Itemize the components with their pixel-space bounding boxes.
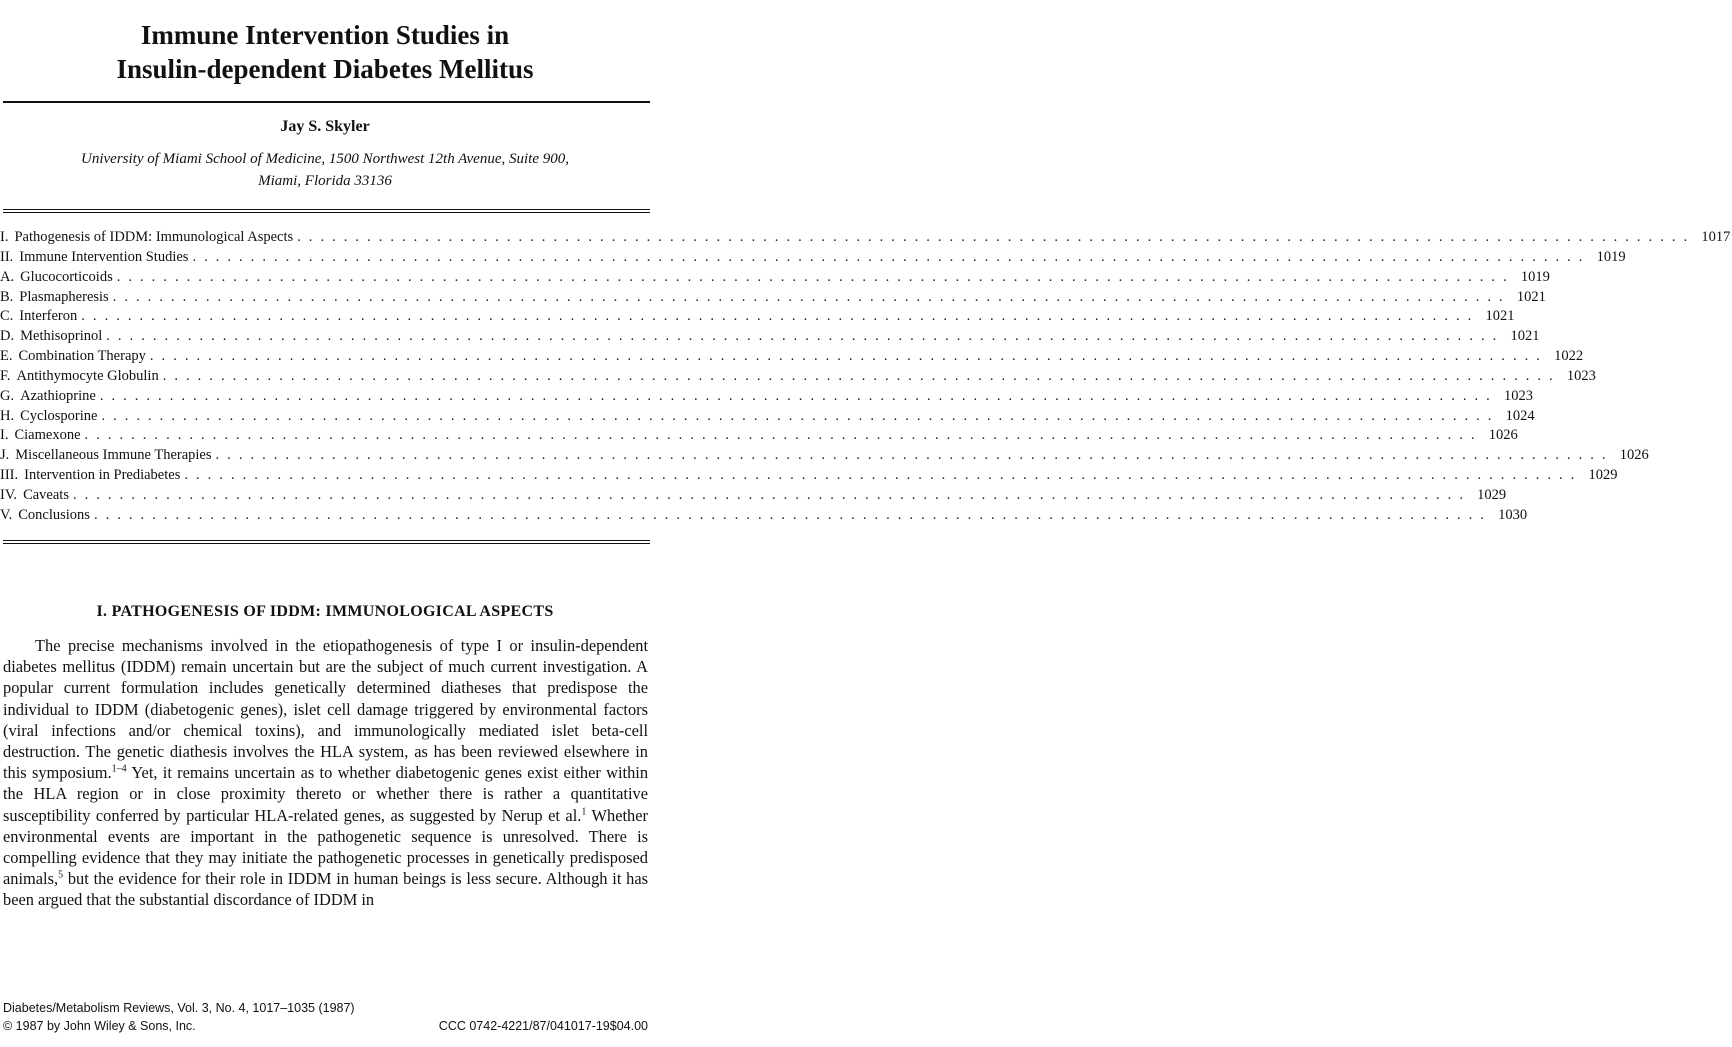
body-text [3,635,648,911]
toc-entry-number: G. [0,387,15,404]
toc-entry-number: I. [0,427,9,444]
affiliation-line-2: Miami, Florida 33136 [258,173,392,189]
toc-entry-number: III. [0,467,19,484]
toc-entry-number: J. [0,447,10,464]
toc-entry-number: F. [0,367,11,384]
toc-entry-label: Methisoprinol [20,328,103,345]
toc-entry-label: Intervention in Prediabetes [24,467,181,484]
toc-leader-dots: . . . . . . . . . . . . . . . . . . . . . . . . . . . . . . . . . . . . . . . . . . . . . . . . . . . . . . . . . . . . . . . . . . . . . . . . . . . . . . . . . . . . . . . . . . . . . . . . . . . . . . . . . . . . . . . . . . . . . . . . [93,506,1487,523]
ccc-code: CCC 0742-4221/87/041017-19$04.00 [438,1019,648,1033]
toc-leader-dots: . . . . . . . . . . . . . . . . . . . . . . . . . . . . . . . . . . . . . . . . . . . . . . . . . . . . . . . . . . . . . . . . . . . . . . . . . . . . . . . . . . . . . . . . . . . . . . . . . . . . . . . . . . . . . . . . . . . . . . . . [116,268,1509,285]
toc-entry-number: D. [0,328,15,345]
toc-leader-dots: . . . . . . . . . . . . . . . . . . . . . . . . . . . . . . . . . . . . . . . . . . . . . . . . . . . . . . . . . . . . . . . . . . . . . . . . . . . . . . . . . . . . . . . . . . . . . . . . . . . . . . . . . . . . . . . . . . . . . . . . [101,407,1494,424]
author-affiliation [0,148,650,192]
toc-entry-label: Caveats [23,486,69,503]
title-line-2: Insulin-dependent Diabetes Mellitus [116,54,534,84]
citation-superscript: 1 [581,806,587,818]
toc-leader-dots: . . . . . . . . . . . . . . . . . . . . . . . . . . . . . . . . . . . . . . . . . . . . . . . . . . . . . . . . . . . . . . . . . . . . . . . . . . . . . . . . . . . . . . . . . . . . . . . . . . . . . . . . . . . . . . . . . . . . . . . . [149,348,1543,365]
toc-entry-page: 1022 [1554,348,1584,365]
body-paragraph [3,635,648,911]
toc-entry-page: 1019 [1596,248,1626,265]
toc-entry [0,447,1649,467]
toc-entry-number: C. [0,308,14,325]
toc-entry-number: II. [0,248,14,265]
toc-entry-label: Antithymocyte Globulin [16,367,159,384]
toc-entry [0,308,1515,328]
body-text-part-3: Whether environmental events are important in the pathogenetic sequence is unresolved. There is compelling evidence that they may initiate the pathogenetic processes in genetically predisposed animals, [3,805,648,889]
affiliation-line-1: University of Miami School of Medicine, 1500 Northwest 12th Avenue, Suite 900, [81,151,569,167]
toc-entry-label: Plasmapheresis [19,288,109,305]
section-heading: I. PATHOGENESIS OF IDDM: IMMUNOLOGICAL ASPECTS [96,603,554,620]
toc-entry-label: Ciamexone [14,427,81,444]
toc-leader-dots: . . . . . . . . . . . . . . . . . . . . . . . . . . . . . . . . . . . . . . . . . . . . . . . . . . . . . . . . . . . . . . . . . . . . . . . . . . . . . . . . . . . . . . . . . . . . . . . . . . . . . . . . . . . . . . . . . . . . . . . . [192,248,1585,265]
body-text-part-1: The precise mechanisms involved in the etiopathogenesis of type I or insulin-dependent diabetes mellitus (IDDM) remain uncertain but are the subject of much current investigation. A popular current formulation includes genetically determined diatheses that predispose the individual to IDDM (diabetogenic genes), islet cell damage triggered by environmental factors (viral infections and/or chemical toxins), and immunologically mediated islet beta-cell destruction. The genetic diathesis involves the HLA system, as has been reviewed elsewhere in this symposium. [3,636,648,783]
toc-leader-dots: . . . . . . . . . . . . . . . . . . . . . . . . . . . . . . . . . . . . . . . . . . . . . . . . . . . . . . . . . . . . . . . . . . . . . . . . . . . . . . . . . . . . . . . . . . . . . . . . . . . . . . . . . . . . . . . . . . . . . . . . [184,467,1577,484]
toc-entry-label: Glucocorticoids [20,268,113,285]
toc-entry [0,367,1596,388]
toc-leader-dots: . . . . . . . . . . . . . . . . . . . . . . . . . . . . . . . . . . . . . . . . . . . . . . . . . . . . . . . . . . . . . . . . . . . . . . . . . . . . . . . . . . . . . . . . . . . . . . . . . . . . . . . . . . . . . . . . . . . . . . . . [162,367,1555,384]
toc-entry [0,486,1507,507]
toc-entry [0,407,1535,428]
body-text-part-4: but the evidence for their role in IDDM in human beings is less secure. Although it has been argued that the substantial discordance of IDDM in [3,869,648,910]
toc-entry-page: 1024 [1505,407,1535,424]
citation-superscript: 1–4 [111,763,127,775]
toc-entry-page: 1029 [1588,467,1618,484]
toc-leader-dots: . . . . . . . . . . . . . . . . . . . . . . . . . . . . . . . . . . . . . . . . . . . . . . . . . . . . . . . . . . . . . . . . . . . . . . . . . . . . . . . . . . . . . . . . . . . . . . . . . . . . . . . . . . . . . . . . . . . . . . . . [297,229,1690,245]
top-rule [3,101,650,103]
toc-entry-label: Cyclosporine [20,407,98,424]
toc-entry-label: Pathogenesis of IDDM: Immunological Aspects [14,229,294,245]
toc-entry [0,387,1533,408]
toc-entry-number: V. [0,506,13,523]
toc-entry [0,328,1540,348]
toc-entry-number: A. [0,268,15,285]
toc-entry-page: 1021 [1516,288,1546,305]
toc-entry-page: 1017 [1701,229,1731,245]
toc-entry [0,288,1546,309]
toc-entry-page: 1029 [1477,486,1507,503]
toc-entry [0,229,1731,249]
citation-superscript: 5 [58,869,64,881]
title-line-1: Immune Intervention Studies in [140,20,510,50]
toc-entry-page: 1021 [1510,328,1540,345]
toc-entry [0,268,1550,289]
toc-top-rule-2 [3,212,650,213]
toc-leader-dots: . . . . . . . . . . . . . . . . . . . . . . . . . . . . . . . . . . . . . . . . . . . . . . . . . . . . . . . . . . . . . . . . . . . . . . . . . . . . . . . . . . . . . . . . . . . . . . . . . . . . . . . . . . . . . . . . . . . . . . . . [84,427,1477,444]
journal-citation: Diabetes/Metabolism Reviews, Vol. 3, No. 4, 1017–1035 (1987) [3,1001,355,1015]
toc-leader-dots: . . . . . . . . . . . . . . . . . . . . . . . . . . . . . . . . . . . . . . . . . . . . . . . . . . . . . . . . . . . . . . . . . . . . . . . . . . . . . . . . . . . . . . . . . . . . . . . . . . . . . . . . . . . . . . . . . . . . . . . . [215,447,1608,464]
toc-entry-page: 1026 [1488,427,1518,444]
toc-entry-page: 1030 [1498,506,1528,523]
toc-leader-dots: . . . . . . . . . . . . . . . . . . . . . . . . . . . . . . . . . . . . . . . . . . . . . . . . . . . . . . . . . . . . . . . . . . . . . . . . . . . . . . . . . . . . . . . . . . . . . . . . . . . . . . . . . . . . . . . . . . . . . . . . [106,328,1499,345]
toc-entry-page: 1023 [1504,387,1533,404]
toc-entry-number: I. [0,229,9,245]
article-title [0,18,650,86]
copyright-notice: © 1987 by John Wiley & Sons, Inc. [3,1019,196,1033]
toc-leader-dots: . . . . . . . . . . . . . . . . . . . . . . . . . . . . . . . . . . . . . . . . . . . . . . . . . . . . . . . . . . . . . . . . . . . . . . . . . . . . . . . . . . . . . . . . . . . . . . . . . . . . . . . . . . . . . . . . . . . . . . . . [72,486,1466,503]
toc-entry-label: Immune Intervention Studies [19,248,189,265]
toc-entry-page: 1019 [1520,268,1550,285]
toc-leader-dots: . . . . . . . . . . . . . . . . . . . . . . . . . . . . . . . . . . . . . . . . . . . . . . . . . . . . . . . . . . . . . . . . . . . . . . . . . . . . . . . . . . . . . . . . . . . . . . . . . . . . . . . . . . . . . . . . . . . . . . . . [99,387,1492,404]
toc-entry-number: H. [0,407,15,424]
toc-entry-label: Conclusions [18,506,90,523]
toc-entry [0,467,1618,487]
toc-leader-dots: . . . . . . . . . . . . . . . . . . . . . . . . . . . . . . . . . . . . . . . . . . . . . . . . . . . . . . . . . . . . . . . . . . . . . . . . . . . . . . . . . . . . . . . . . . . . . . . . . . . . . . . . . . . . . . . . . . . . . . . . [81,308,1474,325]
toc-entry-number: IV. [0,486,18,503]
toc-bottom-rule [3,540,650,541]
toc-entry [0,427,1518,447]
toc-entry-label: Miscellaneous Immune Therapies [15,447,212,464]
table-of-contents [0,229,1731,527]
toc-entry-number: E. [0,348,13,365]
toc-top-rule [3,209,650,210]
author-name: Jay S. Skyler [280,118,370,135]
toc-leader-dots: . . . . . . . . . . . . . . . . . . . . . . . . . . . . . . . . . . . . . . . . . . . . . . . . . . . . . . . . . . . . . . . . . . . . . . . . . . . . . . . . . . . . . . . . . . . . . . . . . . . . . . . . . . . . . . . . . . . . . . . . [112,288,1505,305]
toc-entry-page: 1026 [1619,447,1649,464]
toc-entry-label: Combination Therapy [18,348,146,365]
toc-entry [0,506,1528,527]
toc-entry-label: Interferon [19,308,78,325]
toc-entry [0,348,1584,368]
toc-entry-number: B. [0,288,14,305]
body-text-part-2: Yet, it remains uncertain as to whether diabetogenic genes exist either within the HLA region or in close proximity thereto or whether there is rather a quantitative susceptibility conferred by particular HLA-related genes, as suggested by Nerup et al. [3,763,649,825]
toc-entry-page: 1023 [1566,367,1596,384]
page-footer [3,999,648,1035]
toc-entry [0,248,1626,269]
toc-bottom-rule-2 [3,543,650,544]
toc-entry-label: Azathioprine [20,387,96,404]
toc-entry-page: 1021 [1485,308,1515,325]
